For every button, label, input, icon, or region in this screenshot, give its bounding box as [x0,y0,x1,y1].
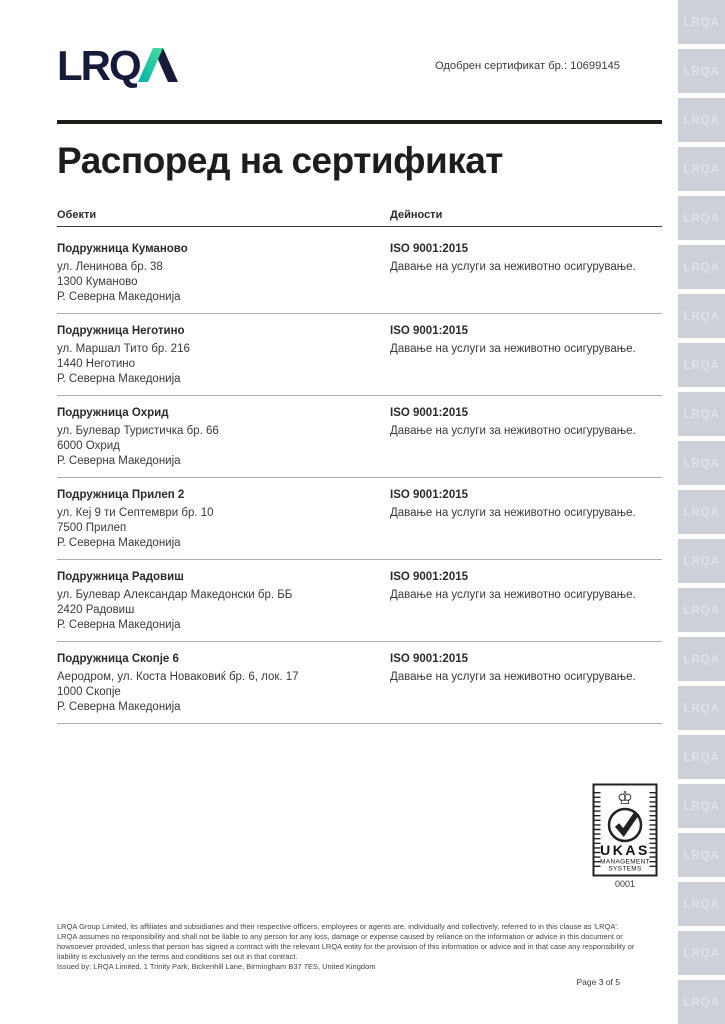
site-address-line: 2420 Радовиш [57,604,135,616]
lrqa-watermark-tile: LRQA [678,539,725,583]
lrqa-watermark-tile: LRQA [678,245,725,289]
lrqa-watermark-tile: LRQA [678,686,725,730]
site-address-line: ул. Кеј 9 ти Септември бр. 10 [57,507,214,519]
site-address-line: ул. Булевар Александар Македонски бр. ББ [57,589,293,601]
site-cell [57,324,390,387]
activity-description: Давање на услуги за неживотно осигурување. [390,671,636,683]
standard-name: ISO 9001:2015 [390,489,469,501]
site-address-line: ул. Маршал Тито бр. 216 [57,343,190,355]
column-header-activities: Дейности [390,209,443,221]
lrqa-watermark-tile: LRQA [678,49,725,93]
footer-text-line: liability is exclusively on the terms and conditions set out in that contract. [57,952,298,961]
site-address-line: Р. Северна Македонија [57,701,181,713]
activity-cell [390,242,662,305]
lrqa-watermark-tile: LRQA [678,637,725,681]
footer-text-line: LRQA Group Limited, its affiliates and subsidiaries and their respective officers, employees or agents are, individually and collectively, referred to in this clause as 'LRQA'. [57,922,619,931]
activity-cell [390,406,662,469]
activity-cell [390,570,662,633]
lrqa-watermark-tile: LRQA [678,931,725,975]
table-header-row [57,209,662,227]
certificate-number: Одобрен сертификат бр.: 10699145 [434,60,620,72]
lrqa-watermark-tile: LRQA [678,0,725,44]
crown-icon: ♔ [616,788,634,808]
table-row [57,642,662,724]
page-number: Page 3 of 5 [576,977,620,987]
standard-name: ISO 9001:2015 [390,243,469,255]
logo-caret-left-leg [138,48,163,82]
lrqa-watermark-tile: LRQA [678,343,725,387]
standard-name: ISO 9001:2015 [390,407,469,419]
site-name: Подружница Скопје 6 [57,653,179,665]
page-title: Распоред на сертификат [57,140,503,181]
site-address-line: 6000 Охрид [57,440,120,452]
site-cell [57,406,390,469]
site-cell [57,488,390,551]
table-row [57,232,662,314]
lrqa-watermark-tile: LRQA [678,784,725,828]
standard-name: ISO 9001:2015 [390,571,469,583]
site-address-line: 7500 Прилеп [57,522,127,534]
site-address-line: 1000 Скопје [57,686,121,698]
footer-text-line: Issued by: LRQA Limited, 1 Trinity Park, Bickenhill Lane, Birmingham B37 7ES, United Kingdom [57,962,376,971]
site-name: Подружница Охрид [57,407,169,419]
site-address-line: Р. Северна Македонија [57,455,181,467]
activity-description: Давање на услуги за неживотно осигурување. [390,425,636,437]
table-row [57,396,662,478]
lrqa-watermark-tile: LRQA [678,833,725,877]
lrqa-logo-icon [57,42,181,90]
footer-text-line: LRQA assumes no responsibility and shall not be liable to any person for any loss, damage or expense caused by reliance on the information or advice in this document or [57,932,623,941]
lrqa-logo [57,42,181,95]
standard-name: ISO 9001:2015 [390,653,469,665]
site-entries-list [57,232,662,724]
lrqa-watermark-tile: LRQA [678,588,725,632]
ukas-subtitle-2: SYSTEMS [608,865,642,873]
activity-description: Давање на услуги за неживотно осигурување. [390,261,636,273]
ukas-number: 0001 [614,879,636,889]
column-header-locations: Обекти [57,209,97,221]
lrqa-watermark-tile: LRQA [678,196,725,240]
site-cell [57,570,390,633]
site-address-line: Р. Северна Македонија [57,373,181,385]
site-address-line: ул. Ленинова бр. 38 [57,261,163,273]
lrqa-watermark-tile: LRQA [678,441,725,485]
lrqa-watermark-tile: LRQA [678,735,725,779]
lrqa-watermark-tile: LRQA [678,98,725,142]
activity-description: Давање на услуги за неживотно осигурување. [390,507,636,519]
legal-footer [57,922,662,972]
site-address-line: 1300 Куманово [57,276,138,288]
ukas-title: UKAS [600,842,650,858]
site-address-line: 1440 Неготино [57,358,136,370]
lrqa-watermark-tile: LRQA [678,490,725,534]
activity-cell [390,488,662,551]
lrqa-watermark-tile: LRQA [678,294,725,338]
table-row [57,478,662,560]
header-rule-bar [57,120,662,124]
site-name: Подружница Прилеп 2 [57,489,185,501]
activity-description: Давање на услуги за неживотно осигурување. [390,343,636,355]
site-address-line: Р. Северна Македонија [57,537,181,549]
lrqa-watermark-tile: LRQA [678,980,725,1024]
activity-cell [390,652,662,715]
table-row [57,314,662,396]
lrqa-watermark-tile: LRQA [678,392,725,436]
ukas-accreditation-mark [592,783,658,900]
activity-cell [390,324,662,387]
lrqa-watermark-tile: LRQA [678,147,725,191]
ukas-subtitle-1: MANAGEMENT [600,858,650,866]
site-cell [57,652,390,715]
ukas-mark-icon [592,783,658,895]
site-address-line: Р. Северна Македонија [57,619,181,631]
logo-letters: LRQ [57,42,140,89]
table-row [57,560,662,642]
site-address-line: ул. Булевар Туристичка бр. 66 [57,425,219,437]
site-cell [57,242,390,305]
lrqa-watermark-strip [678,0,725,1024]
site-name: Подружница Неготино [57,325,185,337]
site-name: Подружница Радовиш [57,571,184,583]
activity-description: Давање на услуги за неживотно осигурување. [390,589,636,601]
site-address-line: Аеродром, ул. Коста Новаковиќ бр. 6, лок. 17 [57,671,299,683]
site-name: Подружница Куманово [57,243,188,255]
footer-text-line: howsoever provided, unless that person has signed a contract with the relevant LRQA entity for the provision of this information or advice and in that case any responsibility or [57,942,635,951]
standard-name: ISO 9001:2015 [390,325,469,337]
page-content [57,0,662,1024]
site-address-line: Р. Северна Македонија [57,291,181,303]
lrqa-watermark-tile: LRQA [678,882,725,926]
